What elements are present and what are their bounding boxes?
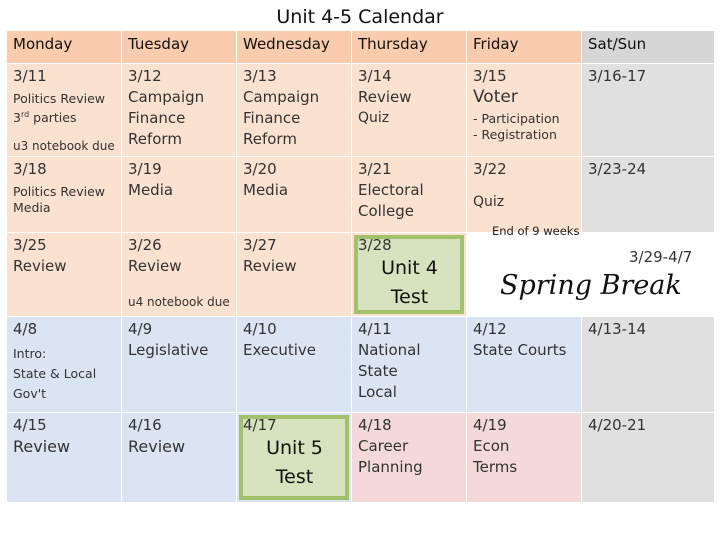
end-of-9-weeks-note: End of 9 weeks (492, 224, 580, 238)
day-cell-3-18 (7, 157, 122, 233)
day-cell-4-15 (7, 413, 122, 503)
date-label: 3/27 (243, 236, 277, 255)
cell-text: Legislative (128, 341, 209, 360)
week-row (7, 413, 715, 503)
spring-break-label: Spring Break (500, 270, 682, 301)
date-label: 4/11 (358, 320, 392, 339)
test-cell-unit-5 (237, 413, 352, 503)
test-title: Unit 4 (381, 257, 438, 280)
cell-text: State Courts (473, 341, 567, 360)
header-monday: Monday (7, 31, 122, 64)
cell-text: College (358, 202, 414, 221)
day-cell-3-21 (352, 157, 467, 233)
test-title: Test (390, 286, 429, 309)
date-label: 4/10 (243, 320, 277, 339)
date-label: 4/9 (128, 320, 153, 339)
date-label: 4/19 (473, 416, 507, 435)
cell-text: Review (128, 437, 186, 457)
test-title: Unit 5 (266, 437, 323, 460)
date-label: 4/16 (128, 416, 162, 435)
cell-text: Politics Review (13, 184, 106, 200)
cell-text: Career (358, 437, 409, 456)
date-label: 4/20-21 (588, 416, 647, 435)
day-cell-4-12 (467, 317, 582, 413)
day-cell-4-8 (7, 317, 122, 413)
day-cell-4-10 (237, 317, 352, 413)
day-cell-3-25 (7, 233, 122, 317)
date-label: 3/19 (128, 160, 162, 179)
day-cell-3-27 (237, 233, 352, 317)
date-label: 3/11 (13, 67, 47, 85)
weekend-cell-4-13-14 (582, 317, 715, 413)
cell-text: Politics Review (13, 91, 106, 106)
cell-text: Review (128, 257, 182, 276)
cell-text: Reform (243, 130, 297, 148)
cell-text: Executive (243, 341, 317, 360)
day-cell-3-26 (122, 233, 237, 317)
spring-break-dates: 3/29-4/7 (629, 248, 693, 266)
cell-text: Planning (358, 458, 423, 477)
date-label: 4/8 (13, 320, 38, 339)
day-cell-3-13 (237, 64, 352, 157)
cell-text: Electoral (358, 181, 424, 200)
cell-text: Quiz (358, 110, 390, 126)
day-cell-3-11 (7, 64, 122, 157)
cell-text: State (358, 362, 398, 381)
header-thursday: Thursday (352, 31, 467, 64)
week-row (7, 157, 715, 233)
cell-text: Local (358, 383, 397, 402)
day-cell-3-14 (352, 64, 467, 157)
week-row (7, 64, 715, 157)
date-label: 3/16-17 (588, 67, 647, 85)
cell-text: Media (128, 181, 174, 200)
date-label: 4/13-14 (588, 320, 647, 339)
page-title: Unit 4-5 Calendar (276, 6, 444, 28)
week-row (7, 317, 715, 413)
date-label: 3/25 (13, 236, 47, 255)
day-cell-4-11 (352, 317, 467, 413)
cell-note: u4 notebook due (128, 295, 230, 310)
date-label: 3/22 (473, 160, 507, 179)
day-cell-3-20 (237, 157, 352, 233)
weekend-cell-3-23-24 (582, 157, 715, 233)
cell-text: Review (13, 257, 67, 276)
date-label: 3/28 (358, 236, 392, 255)
header-friday: Friday (467, 31, 582, 64)
cell-text: Voter (473, 87, 518, 107)
cell-text: Campaign (128, 88, 205, 106)
date-label: 3/14 (358, 67, 392, 85)
day-cell-4-16 (122, 413, 237, 503)
date-label: 4/15 (13, 416, 47, 435)
cell-text: Intro: (13, 346, 47, 362)
cell-text: Campaign (243, 88, 320, 106)
cell-text: - Registration (473, 127, 557, 142)
cell-text: Media (243, 181, 289, 200)
day-cell-4-9 (122, 317, 237, 413)
date-label: 4/12 (473, 320, 507, 339)
header-sat-sun: Sat/Sun (582, 31, 715, 64)
day-cell-4-18 (352, 413, 467, 503)
cell-text: Review (358, 88, 412, 106)
cell-text: Media (13, 200, 51, 216)
weekend-cell-4-20-21 (582, 413, 715, 503)
date-label: 4/17 (243, 416, 277, 435)
day-cell-3-19 (122, 157, 237, 233)
date-label: 4/18 (358, 416, 392, 435)
date-label: 3/20 (243, 160, 277, 179)
cell-text: Finance (243, 109, 301, 127)
cell-text: Review (13, 437, 71, 457)
header-row (7, 31, 715, 64)
cell-text: - Participation (473, 111, 560, 126)
test-cell-unit-4 (352, 233, 467, 317)
cell-text: 3rd parties (13, 110, 77, 126)
date-label: 3/12 (128, 67, 162, 85)
cell-text: Finance (128, 109, 186, 127)
weekend-cell-3-16-17 (582, 64, 715, 157)
cell-text: Reform (128, 130, 182, 148)
cell-text: State & Local (13, 366, 97, 382)
cell-text: National (358, 341, 421, 360)
date-label: 3/15 (473, 67, 507, 85)
header-tuesday: Tuesday (122, 31, 237, 64)
day-cell-3-22 (467, 157, 582, 233)
day-cell-3-12 (122, 64, 237, 157)
date-label: 3/26 (128, 236, 162, 255)
date-label: 3/21 (358, 160, 392, 179)
date-label: 3/23-24 (588, 160, 647, 179)
header-wednesday: Wednesday (237, 31, 352, 64)
date-label: 3/18 (13, 160, 47, 179)
date-label: 3/13 (243, 67, 277, 85)
cell-note: u3 notebook due (13, 139, 115, 154)
test-title: Test (275, 466, 314, 489)
calendar-table (6, 30, 715, 503)
cell-text: Quiz (473, 194, 505, 211)
day-cell-4-19 (467, 413, 582, 503)
cell-text: Terms (473, 458, 518, 477)
cell-text: Gov't (13, 386, 47, 402)
cell-text: Review (243, 257, 297, 276)
day-cell-3-15 (467, 64, 582, 157)
cell-text: Econ (473, 437, 510, 456)
